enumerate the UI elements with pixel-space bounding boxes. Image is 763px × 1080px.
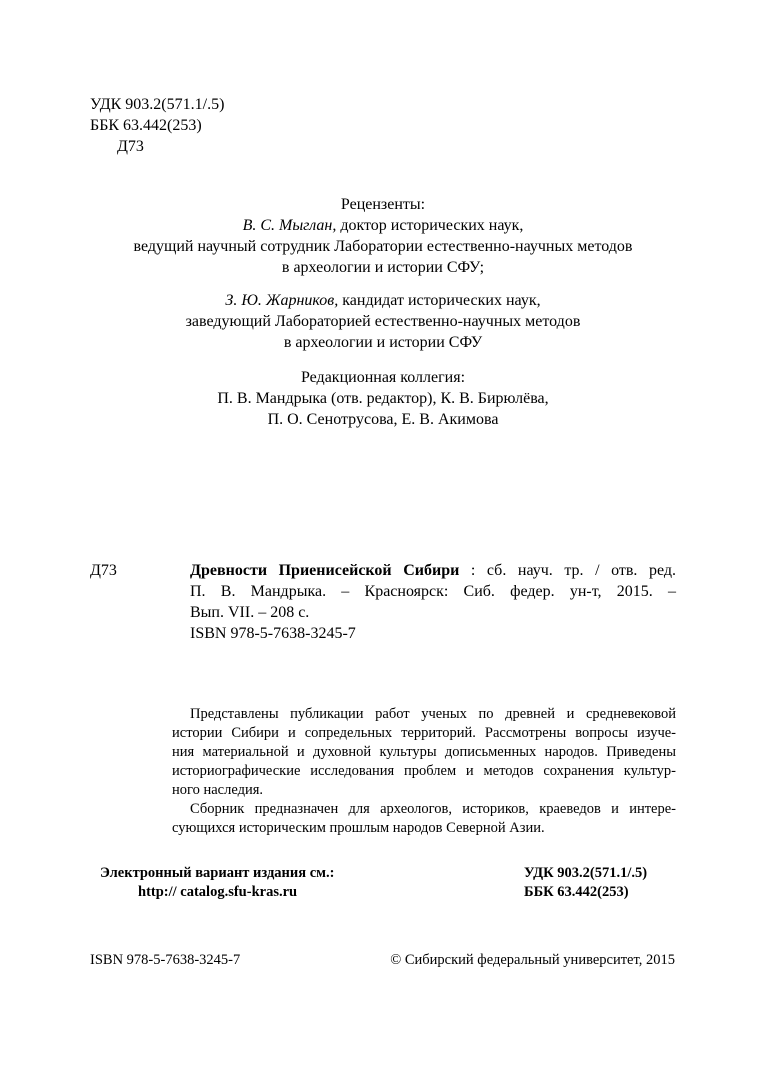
- reviewer-2-position: заведующий Лабораторией естественно-научных методов: [185, 313, 581, 330]
- reviewer-2-block: [90, 290, 676, 353]
- author-sign: Д73: [117, 138, 144, 155]
- book-title: Древности Приенисейской Сибири: [190, 562, 460, 579]
- reviewers-block: [90, 194, 676, 278]
- catalog-entry: [190, 560, 676, 644]
- reviewer-2-line1: [90, 290, 676, 311]
- reviewer-2-degree: кандидат исторических наук,: [338, 292, 541, 309]
- catalog-isbn: ISBN 978-5-7638-3245-7: [190, 625, 356, 642]
- annotation-p1-l4: историографические исследования проблем и методов сохранения культур-: [172, 763, 676, 779]
- catalog-line3: Вып. VII. – 208 с.: [190, 604, 310, 621]
- reviewer-2-lab: в археологии и истории СФУ: [283, 334, 483, 351]
- board-members-line1: П. В. Мандрыка (отв. редактор), К. В. Бирюлёва,: [217, 390, 549, 407]
- annotation-p1-l2: истории Сибири и сопредельных территорий. Рассмотрены вопросы изуче-: [172, 725, 676, 741]
- reviewer-1-name: В. С. Мыглан,: [242, 217, 337, 234]
- annotation: [172, 705, 676, 838]
- annotation-p2-l2: сующихся историческим прошлым народов Северной Азии.: [172, 820, 545, 836]
- reviewer-1-line1: [90, 215, 676, 236]
- reviewer-2-name: З. Ю. Жарников,: [225, 292, 339, 309]
- catalog-line1: [190, 560, 676, 581]
- footer-isbn: ISBN 978-5-7638-3245-7: [90, 952, 241, 968]
- bbk-code: ББК 63.442(253): [90, 117, 202, 134]
- reviewer-1-lab: в археологии и истории СФУ;: [281, 259, 485, 276]
- reviewers-heading: Рецензенты:: [340, 196, 426, 213]
- electronic-udk: УДК 903.2(571.1/.5): [524, 865, 648, 881]
- annotation-p1-l3: ния материальной и духовной культуры дописьменных народов. Приведены: [172, 744, 676, 760]
- udk-code: УДК 903.2(571.1/.5): [90, 96, 225, 113]
- reviewer-1-position: ведущий научный сотрудник Лаборатории естественно-научных методов: [133, 238, 633, 255]
- reviewer-1-degree: доктор исторических наук,: [336, 217, 524, 234]
- annotation-p2-l1: Сборник предназначен для археологов, историков, краеведов и интере-: [190, 801, 676, 817]
- editorial-board: [90, 367, 676, 430]
- catalog-sign: Д73: [90, 562, 117, 579]
- annotation-p1-l1: Представлены публикации работ ученых по древней и средневековой: [190, 706, 676, 722]
- footer-copyright: © Сибирский федеральный университет, 2015: [390, 952, 675, 968]
- electronic-label: Электронный вариант издания см.:: [100, 865, 335, 881]
- catalog-line1-rest: : сб. науч. тр. / отв. ред.: [459, 562, 677, 579]
- board-members-line2: П. О. Сенотрусова, Е. В. Акимова: [267, 411, 499, 428]
- electronic-bbk: ББК 63.442(253): [524, 884, 629, 900]
- catalog-line2: П. В. Мандрыка. – Красноярск: Сиб. федер. ун-т, 2015. –: [190, 583, 676, 600]
- board-heading: Редакционная коллегия:: [300, 369, 466, 386]
- annotation-p1-l5: ного наследия.: [172, 782, 264, 798]
- electronic-url[interactable]: http:// catalog.sfu-kras.ru: [138, 884, 298, 900]
